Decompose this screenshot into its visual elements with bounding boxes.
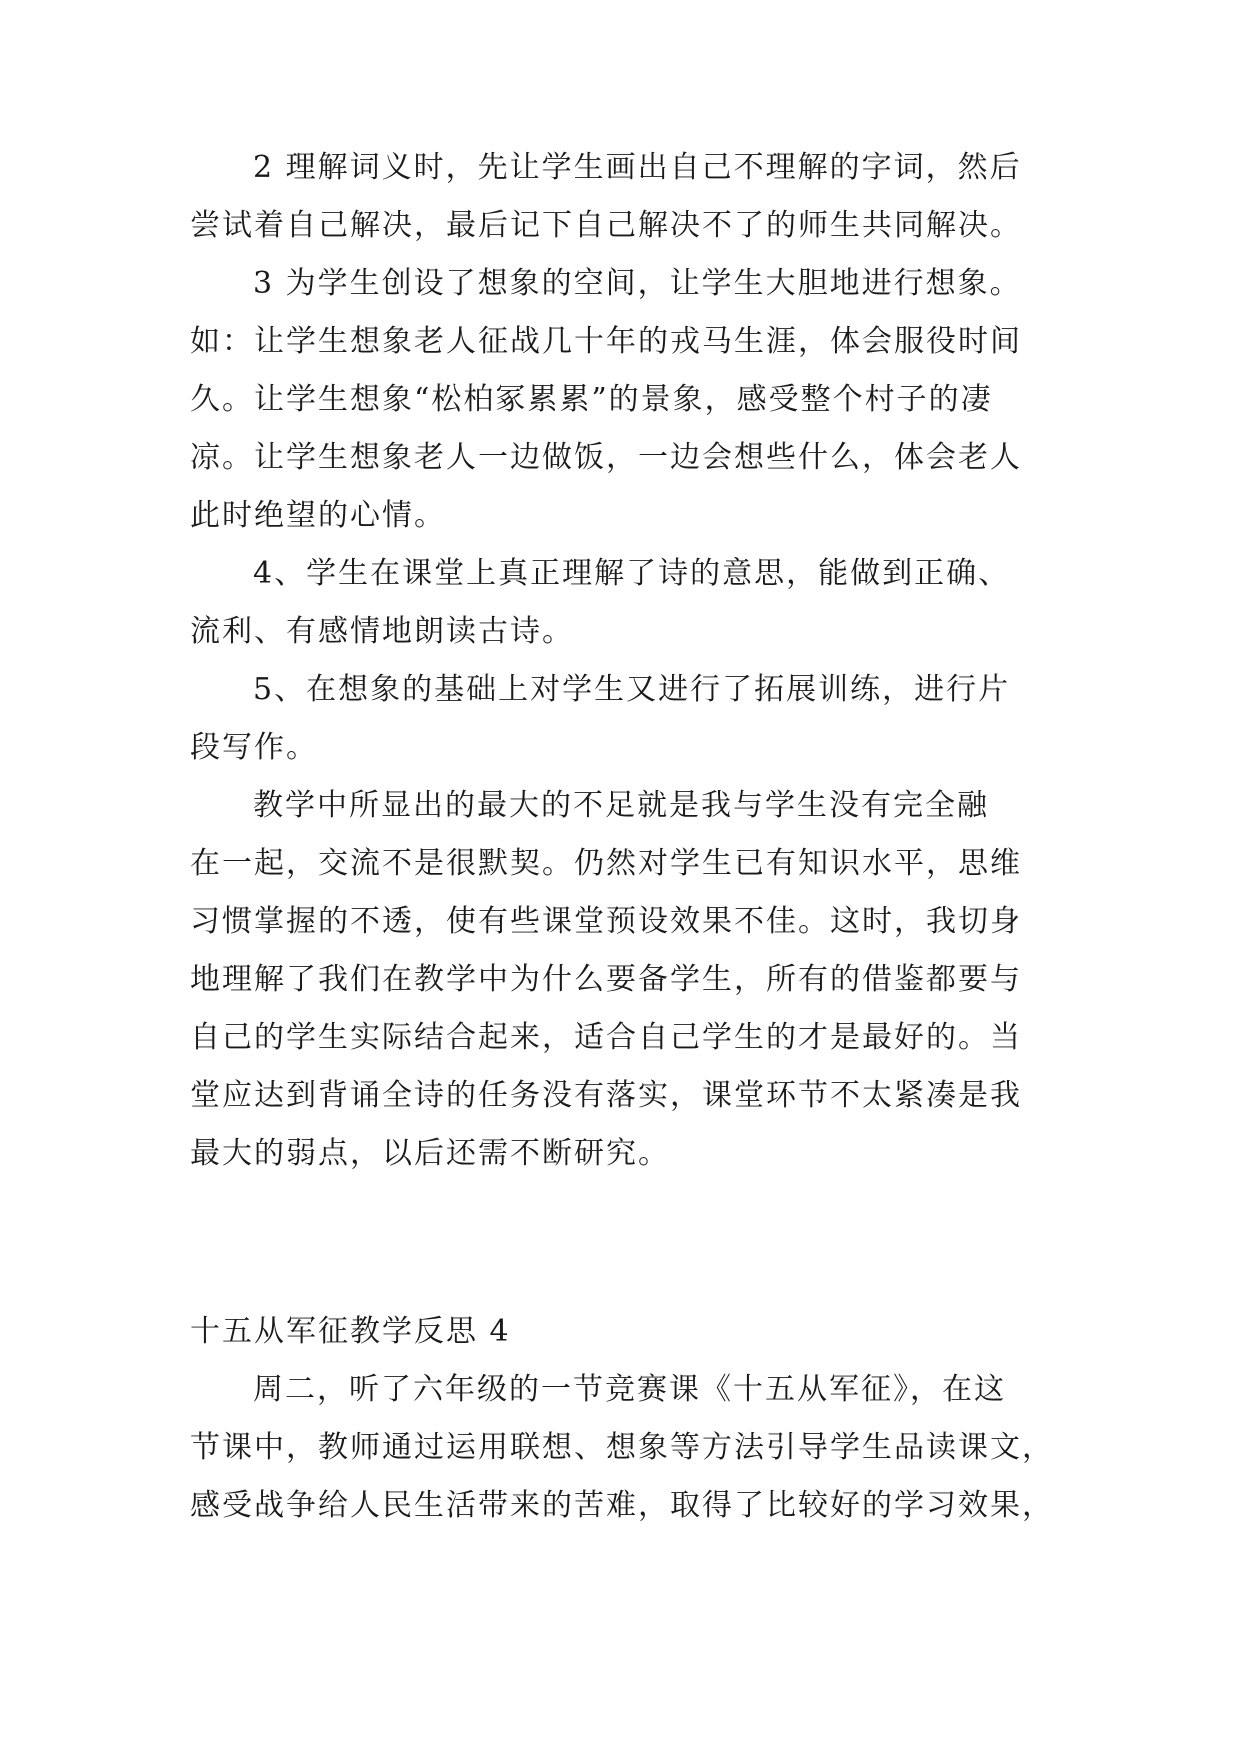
paragraph-summary-line-2: 在一起，交流不是很默契。仍然对学生已有知识水平，思维	[190, 846, 1022, 881]
paragraph-5-line-2: 段写作。	[190, 730, 318, 765]
paragraph-summary-line-4: 地理解了我们在教学中为什么要备学生，所有的借鉴都要与	[190, 962, 1022, 997]
paragraph-3-line-2: 如：让学生想象老人征战几十年的戎马生涯，体会服役时间	[190, 324, 1022, 359]
paragraph-4-line-1: 4、学生在课堂上真正理解了诗的意思，能做到正确、	[253, 556, 1011, 591]
paragraph-3-line-3: 久。让学生想象“松柏冢累累”的景象，感受整个村子的凄	[190, 382, 993, 417]
paragraph-2-line-1: 2 理解词义时，先让学生画出自己不理解的字词，然后	[253, 150, 1022, 185]
paragraph-summary-line-7: 最大的弱点，以后还需不断研究。	[190, 1136, 670, 1171]
paragraph-summary-line-3: 习惯掌握的不透，使有些课堂预设效果不佳。这时，我切身	[190, 904, 1022, 939]
paragraph-3-line-4: 凉。让学生想象老人一边做饭，一边会想些什么，体会老人	[190, 440, 1022, 475]
paragraph-3-line-5: 此时绝望的心情。	[190, 498, 446, 533]
paragraph-4-line-2: 流利、有感情地朗读古诗。	[190, 614, 574, 649]
paragraph-2-line-2: 尝试着自己解决，最后记下自己解决不了的师生共同解决。	[190, 208, 1022, 243]
paragraph-summary-line-1: 教学中所显出的最大的不足就是我与学生没有完全融	[253, 788, 989, 823]
section-heading: 十五从军征教学反思 4	[190, 1314, 511, 1349]
paragraph-intro-line-1: 周二，听了六年级的一节竞赛课《十五从军征》，在这	[253, 1372, 1006, 1407]
paragraph-intro-line-3: 感受战争给人民生活带来的苦难，取得了比较好的学习效果，	[190, 1488, 1054, 1523]
paragraph-intro-line-2: 节课中，教师通过运用联想、想象等方法引导学生品读课文，	[190, 1430, 1054, 1465]
paragraph-summary-line-6: 堂应达到背诵全诗的任务没有落实，课堂环节不太紧凑是我	[190, 1078, 1022, 1113]
paragraph-3-line-1: 3 为学生创设了想象的空间，让学生大胆地进行想象。	[253, 266, 1022, 301]
paragraph-5-line-1: 5、在想象的基础上对学生又进行了拓展训练，进行片	[253, 672, 1011, 707]
paragraph-summary-line-5: 自己的学生实际结合起来，适合自己学生的才是最好的。当	[190, 1020, 1022, 1055]
